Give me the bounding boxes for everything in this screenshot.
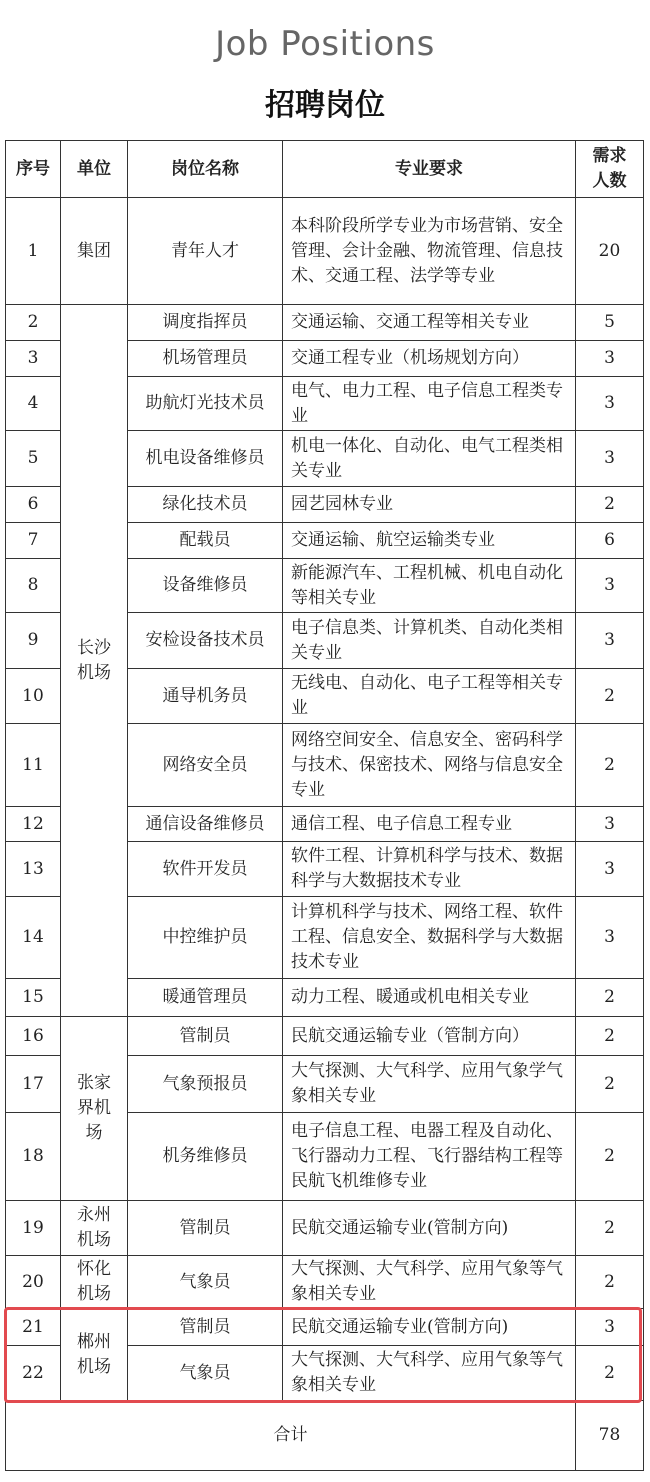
row-no: 10 [6,669,61,724]
row-position: 通导机务员 [128,669,283,724]
header-count [576,141,644,198]
row-position: 机场管理员 [128,341,283,377]
row-major: 新能源汽车、工程机械、机电自动化等相关专业 [283,559,576,613]
row-count: 3 [576,807,644,842]
row-count: 3 [576,613,644,669]
row-position: 气象预报员 [128,1056,283,1113]
row-position: 网络安全员 [128,724,283,807]
unit-cell: 永州机场 [61,1201,128,1256]
row-no: 1 [6,198,61,305]
row-position: 气象员 [128,1256,283,1309]
row-count: 3 [576,341,644,377]
header-count-line1: 需求 [592,146,627,166]
row-major: 计算机科学与技术、网络工程、软件工程、信息安全、数据科学与大数据技术专业 [283,897,576,979]
row-no: 17 [6,1056,61,1113]
table-row [6,1201,644,1256]
row-position: 配载员 [128,523,283,559]
row-no: 12 [6,807,61,842]
row-count: 20 [576,198,644,305]
row-no: 3 [6,341,61,377]
row-count: 2 [576,979,644,1017]
row-position: 绿化技术员 [128,487,283,523]
row-position: 安检设备技术员 [128,613,283,669]
header-unit: 单位 [61,141,128,198]
row-count: 2 [576,487,644,523]
table-row [6,198,644,305]
row-no: 5 [6,431,61,487]
row-major: 通信工程、电子信息工程专业 [283,807,576,842]
page-title-english: Job Positions [215,24,435,64]
row-count: 2 [576,1346,644,1401]
row-major: 民航交通运输专业(管制方向) [283,1309,576,1346]
row-position: 青年人才 [128,198,283,305]
row-position: 中控维护员 [128,897,283,979]
total-row [6,1401,644,1471]
row-no: 21 [6,1309,61,1346]
table-row [6,1017,644,1056]
row-position: 设备维修员 [128,559,283,613]
row-count: 2 [576,669,644,724]
row-no: 9 [6,613,61,669]
row-count: 3 [576,897,644,979]
header-major: 专业要求 [283,141,576,198]
row-no: 22 [6,1346,61,1401]
row-major: 大气探测、大气科学、应用气象学气象相关专业 [283,1056,576,1113]
row-count: 2 [576,1056,644,1113]
row-major: 本科阶段所学专业为市场营销、安全管理、会计金融、物流管理、信息技术、交通工程、法学等专业 [283,198,576,305]
row-major: 无线电、自动化、电子工程等相关专业 [283,669,576,724]
total-label: 合计 [6,1401,576,1471]
unit-cell: 长沙机场 [61,305,128,1017]
row-position: 助航灯光技术员 [128,377,283,431]
unit-cell: 郴州机场 [61,1309,128,1401]
row-position: 通信设备维修员 [128,807,283,842]
row-no: 8 [6,559,61,613]
row-major: 交通运输、航空运输类专业 [283,523,576,559]
row-count: 3 [576,377,644,431]
row-position: 调度指挥员 [128,305,283,341]
total-value: 78 [576,1401,644,1471]
row-count: 3 [576,431,644,487]
row-major: 交通运输、交通工程等相关专业 [283,305,576,341]
row-count: 6 [576,523,644,559]
row-count: 2 [576,1201,644,1256]
row-no: 13 [6,842,61,897]
unit-cell: 集团 [61,198,128,305]
row-count: 5 [576,305,644,341]
row-no: 19 [6,1201,61,1256]
table-header-row [6,141,644,198]
row-position: 管制员 [128,1017,283,1056]
row-major: 民航交通运输专业（管制方向） [283,1017,576,1056]
row-position: 机务维修员 [128,1113,283,1201]
row-major: 软件工程、计算机科学与技术、数据科学与大数据技术专业 [283,842,576,897]
row-major: 大气探测、大气科学、应用气象等气象相关专业 [283,1346,576,1401]
table-row [6,1309,644,1346]
row-position: 软件开发员 [128,842,283,897]
header-seq: 序号 [6,141,61,198]
row-count: 3 [576,842,644,897]
row-no: 6 [6,487,61,523]
row-no: 16 [6,1017,61,1056]
row-major: 电子信息类、计算机类、自动化类相关专业 [283,613,576,669]
row-position: 气象员 [128,1346,283,1401]
unit-cell: 怀化机场 [61,1256,128,1309]
row-major: 园艺园林专业 [283,487,576,523]
row-position: 机电设备维修员 [128,431,283,487]
row-count: 2 [576,724,644,807]
table-row [6,1256,644,1309]
row-major: 机电一体化、自动化、电气工程类相关专业 [283,431,576,487]
row-major: 动力工程、暖通或机电相关专业 [283,979,576,1017]
job-positions-table [5,140,644,1471]
row-no: 7 [6,523,61,559]
row-count: 2 [576,1113,644,1201]
row-major: 民航交通运输专业(管制方向) [283,1201,576,1256]
row-position: 管制员 [128,1309,283,1346]
row-position: 管制员 [128,1201,283,1256]
row-no: 15 [6,979,61,1017]
row-count: 3 [576,1309,644,1346]
row-major: 电子信息工程、电器工程及自动化、飞行器动力工程、飞行器结构工程等民航飞机维修专业 [283,1113,576,1201]
unit-cell: 张家界机场 [61,1017,128,1201]
row-no: 2 [6,305,61,341]
row-count: 3 [576,559,644,613]
row-no: 4 [6,377,61,431]
row-no: 18 [6,1113,61,1201]
row-major: 电气、电力工程、电子信息工程类专业 [283,377,576,431]
row-count: 2 [576,1256,644,1309]
row-no: 11 [6,724,61,807]
row-major: 网络空间安全、信息安全、密码科学与技术、保密技术、网络与信息安全专业 [283,724,576,807]
row-major: 大气探测、大气科学、应用气象等气象相关专业 [283,1256,576,1309]
page-title-chinese: 招聘岗位 [265,88,385,123]
row-no: 20 [6,1256,61,1309]
row-major: 交通工程专业（机场规划方向） [283,341,576,377]
row-no: 14 [6,897,61,979]
header-position: 岗位名称 [128,141,283,198]
table-row [6,305,644,341]
row-count: 2 [576,1017,644,1056]
header-count-line2: 人数 [592,171,627,191]
row-position: 暖通管理员 [128,979,283,1017]
